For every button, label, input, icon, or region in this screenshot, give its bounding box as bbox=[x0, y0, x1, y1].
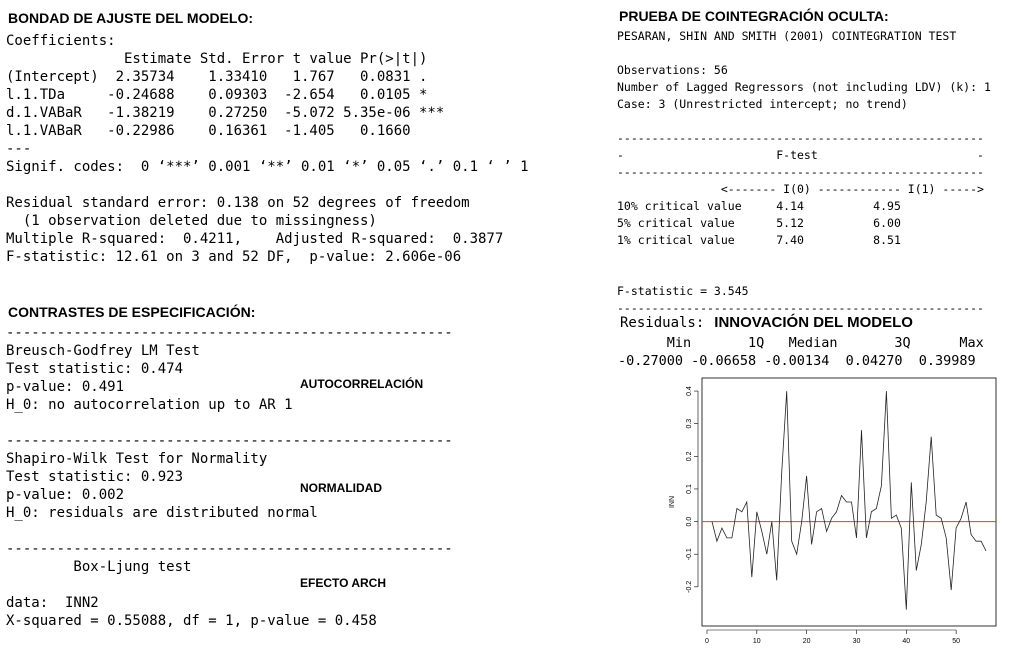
residuals-plot bbox=[660, 372, 1000, 650]
x-tick-label: 30 bbox=[852, 638, 861, 645]
residual-series bbox=[712, 391, 986, 610]
y-tick-label: 0.1 bbox=[686, 484, 693, 494]
cointegration-heading: PRUEBA DE COINTEGRACIÓN OCULTA: bbox=[619, 8, 889, 24]
x-tick-label: 10 bbox=[752, 638, 761, 645]
residuals-label: Residuals: bbox=[620, 315, 705, 331]
autocorrelation-label: AUTOCORRELACIÓN bbox=[300, 377, 424, 391]
shapiro-wilk-test: ----------------------------------------------------- Shapiro-Wilk Test for Normality Test statistic: 0.923 p-value: 0.002 H_0: residuals are distributed normal bbox=[6, 433, 453, 521]
y-tick-label: -0.2 bbox=[686, 580, 693, 593]
innovation-heading: INNOVACIÓN DEL MODELO bbox=[714, 314, 913, 331]
residual-summary: Min 1Q Median 3Q Max -0.27000 -0.06658 -0.00134 0.04270 0.39989 bbox=[618, 335, 984, 369]
series-line bbox=[712, 391, 986, 610]
spec-heading: CONTRASTES DE ESPECIFICACIÓN: bbox=[8, 304, 256, 320]
y-tick-label: 0.0 bbox=[686, 516, 693, 527]
y-tick-label: 0.4 bbox=[686, 386, 693, 396]
x-tick-label: 0 bbox=[705, 638, 709, 645]
x-tick-label: 50 bbox=[952, 638, 961, 645]
normality-label: NORMALIDAD bbox=[300, 481, 382, 495]
box-ljung-test: ----------------------------------------------------- Box-Ljung test data: INN2 X-squared = 0.55088, df = 1, p-value = 0.458 bbox=[6, 541, 453, 629]
x-axis bbox=[705, 630, 960, 645]
breusch-godfrey-test: ----------------------------------------------------- Breusch-Godfrey LM Test Test statistic: 0.474 p-value: 0.491 H_0: no autocorrelation up to AR 1 bbox=[6, 325, 453, 413]
y-tick-label: 0.2 bbox=[686, 451, 693, 462]
fit-heading: BONDAD DE AJUSTE DEL MODELO: bbox=[8, 10, 254, 26]
y-tick-label: -0.1 bbox=[686, 548, 693, 561]
x-tick-label: 40 bbox=[902, 638, 911, 645]
y-axis-label: INN bbox=[669, 495, 676, 509]
residuals-header bbox=[620, 314, 913, 332]
y-tick-label: 0.3 bbox=[686, 418, 693, 429]
x-tick-label: 20 bbox=[802, 638, 811, 645]
y-axis bbox=[686, 386, 698, 593]
regression-output: Coefficients: Estimate Std. Error t value Pr(>|t|) (Intercept) 2.35734 1.33410 1.767 0.0831 . l.1.TDa -0.24688 0.09303 -2.654 0.0105 * d.1.VABaR -1.38219 0.27250 -5.072 5.35e-06 *** l.1.VABaR -0.22986 0.16361 -1.405 0.1660 --- Signif. codes: 0 ‘***’ 0.001 ‘**’ 0.01 ‘*’ 0.05 ‘.’ 0.1 ‘ ’ 1 Residual standard error: 0.138 on 52 degrees of freedom (1 observation deleted due to missingness) Multiple R-squared: 0.4211, Adjusted R-squared: 0.3877 F-statistic: 12.61 on 3 and 52 DF, p-value: 2.606e-06 bbox=[6, 33, 529, 265]
arch-effect-label: EFECTO ARCH bbox=[300, 576, 387, 590]
cointegration-output: PESARAN, SHIN AND SMITH (2001) COINTEGRATION TEST Observations: 56 Number of Lagged Regressors (not including LDV) (k): 1 Case: 3 (Unrestricted intercept; no trend) ----------------------------------------------------- - F-test - ----------------------------------------------------- <------- I(0) ------------ I(1) -----> 10% critical value 4.14 4.95 5% critical value 5.12 6.00 1% critical value 7.40 8.51 F-statistic = 3.545 ----------------------------------------------------- bbox=[617, 29, 991, 315]
